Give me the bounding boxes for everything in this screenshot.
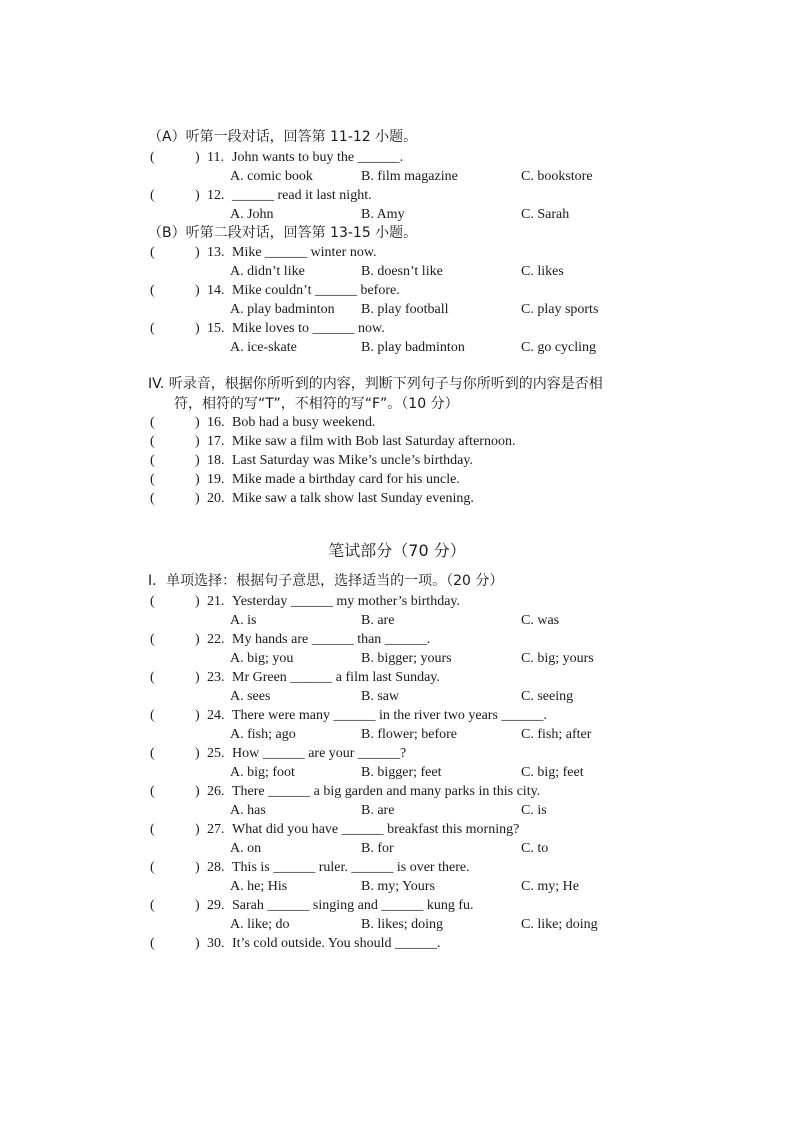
question-14: [150, 281, 670, 300]
answer-paren-close: ): [195, 632, 200, 647]
options-14: [230, 300, 650, 319]
question-12: [150, 186, 670, 205]
question-number: 18.: [207, 453, 225, 468]
question-stem: It’s cold outside. You should ______.: [232, 936, 441, 951]
question-stem: John wants to buy the ______.: [232, 150, 404, 165]
answer-paren-close: ): [195, 670, 200, 685]
answer-paren-open: (: [150, 594, 155, 609]
statement-19: [150, 470, 670, 489]
written-part-title: 笔试部分（70 分）: [328, 541, 466, 560]
question-number: 12.: [207, 188, 225, 203]
question-number: 24.: [207, 708, 225, 723]
question-stem: Mike loves to ______ now.: [232, 321, 385, 336]
answer-paren-open: (: [150, 245, 155, 260]
statement-18: [150, 451, 670, 470]
options-28: [230, 877, 650, 896]
option-b: B. film magazine: [361, 169, 458, 184]
answer-paren-open: (: [150, 283, 155, 298]
section-iv-heading-cont: 符，相符的写“T”，不相符的写“F”。（10 分）: [174, 396, 459, 412]
question-number: 23.: [207, 670, 225, 685]
question-stem: There were many ______ in the river two years ______.: [232, 708, 547, 723]
option-a: A. big; you: [230, 651, 294, 666]
answer-paren-close: ): [195, 784, 200, 799]
question-stem: What did you have ______ breakfast this morning?: [232, 822, 520, 837]
statement-17: [150, 432, 670, 451]
answer-paren-close: ): [195, 472, 200, 487]
answer-paren-open: (: [150, 860, 155, 875]
question-13: [150, 243, 670, 262]
question-number: 13.: [207, 245, 225, 260]
option-b: B. flower; before: [361, 727, 458, 742]
option-c: C. fish; after: [521, 727, 592, 742]
option-a: A. big; foot: [230, 765, 295, 780]
option-a: A. sees: [230, 689, 271, 704]
answer-paren-close: ): [195, 491, 200, 506]
options-21: [230, 611, 650, 630]
question-number: 28.: [207, 860, 225, 875]
question-stem: ______ read it last night.: [232, 188, 372, 203]
answer-paren-open: (: [150, 415, 155, 430]
answer-paren-close: ): [195, 860, 200, 875]
options-22: [230, 649, 650, 668]
question-number: 19.: [207, 472, 225, 487]
options-26: [230, 801, 650, 820]
question-30: [150, 934, 670, 953]
option-c: C. was: [521, 613, 560, 628]
option-c: C. go cycling: [521, 340, 597, 355]
answer-paren-open: (: [150, 434, 155, 449]
options-27: [230, 839, 650, 858]
option-b: B. bigger; feet: [361, 765, 442, 780]
section-i-heading: I．单项选择：根据句子意思，选择适当的一项。（20 分）: [148, 573, 504, 589]
question-11: [150, 148, 670, 167]
answer-paren-open: (: [150, 321, 155, 336]
question-number: 16.: [207, 415, 225, 430]
options-15: [230, 338, 650, 357]
option-b: B. are: [361, 613, 395, 628]
option-c: C. likes: [521, 264, 564, 279]
answer-paren-open: (: [150, 936, 155, 951]
option-a: A. is: [230, 613, 257, 628]
option-a: A. on: [230, 841, 262, 856]
question-27: [150, 820, 670, 839]
question-stem: How ______ are your ______?: [232, 746, 407, 761]
question-number: 26.: [207, 784, 225, 799]
option-c: C. seeing: [521, 689, 574, 704]
question-number: 15.: [207, 321, 225, 336]
answer-paren-open: (: [150, 708, 155, 723]
answer-paren-close: ): [195, 283, 200, 298]
options-13: [230, 262, 650, 281]
question-number: 29.: [207, 898, 225, 913]
question-21: [150, 592, 670, 611]
answer-paren-open: (: [150, 188, 155, 203]
answer-paren-close: ): [195, 898, 200, 913]
question-stem: Yesterday ______ my mother’s birthday.: [232, 594, 460, 609]
answer-paren-open: (: [150, 898, 155, 913]
answer-paren-close: ): [195, 708, 200, 723]
option-a: A. ice-skate: [230, 340, 297, 355]
part-a-heading: （A）听第一段对话，回答第 11-12 小题。: [148, 129, 418, 145]
option-c: C. to: [521, 841, 549, 856]
option-a: A. like; do: [230, 917, 290, 932]
answer-paren-close: ): [195, 453, 200, 468]
option-a: A. John: [230, 207, 274, 222]
answer-paren-open: (: [150, 746, 155, 761]
option-b: B. bigger; yours: [361, 651, 452, 666]
question-number: 25.: [207, 746, 225, 761]
answer-paren-close: ): [195, 415, 200, 430]
answer-paren-open: (: [150, 784, 155, 799]
statement-20: [150, 489, 670, 508]
option-c: C. play sports: [521, 302, 599, 317]
answer-paren-close: ): [195, 321, 200, 336]
question-number: 14.: [207, 283, 225, 298]
option-b: B. for: [361, 841, 394, 856]
option-c: C. is: [521, 803, 547, 818]
question-number: 22.: [207, 632, 225, 647]
options-24: [230, 725, 650, 744]
question-stem: Mike saw a film with Bob last Saturday afternoon.: [232, 434, 516, 449]
question-stem: Mike couldn’t ______ before.: [232, 283, 400, 298]
option-a: A. didn’t like: [230, 264, 305, 279]
option-b: B. doesn’t like: [361, 264, 443, 279]
question-24: [150, 706, 670, 725]
question-stem: Mike saw a talk show last Sunday evening.: [232, 491, 474, 506]
option-b: B. saw: [361, 689, 400, 704]
options-12: [230, 205, 650, 224]
question-23: [150, 668, 670, 687]
question-26: [150, 782, 670, 801]
answer-paren-open: (: [150, 472, 155, 487]
options-29: [230, 915, 650, 934]
option-b: B. are: [361, 803, 395, 818]
option-b: B. play badminton: [361, 340, 465, 355]
question-number: 27.: [207, 822, 225, 837]
option-c: C. Sarah: [521, 207, 570, 222]
answer-paren-close: ): [195, 936, 200, 951]
answer-paren-open: (: [150, 670, 155, 685]
answer-paren-close: ): [195, 746, 200, 761]
option-b: B. play football: [361, 302, 449, 317]
question-number: 20.: [207, 491, 225, 506]
option-a: A. has: [230, 803, 266, 818]
question-stem: My hands are ______ than ______.: [232, 632, 431, 647]
statement-16: [150, 413, 670, 432]
answer-paren-close: ): [195, 245, 200, 260]
answer-paren-close: ): [195, 822, 200, 837]
answer-paren-close: ): [195, 434, 200, 449]
question-stem: Last Saturday was Mike’s uncle’s birthday.: [232, 453, 473, 468]
question-stem: Bob had a busy weekend.: [232, 415, 376, 430]
question-15: [150, 319, 670, 338]
question-stem: Mike made a birthday card for his uncle.: [232, 472, 460, 487]
question-number: 11.: [207, 150, 224, 165]
question-number: 30.: [207, 936, 225, 951]
answer-paren-open: (: [150, 150, 155, 165]
answer-paren-close: ): [195, 594, 200, 609]
question-number: 17.: [207, 434, 225, 449]
question-29: [150, 896, 670, 915]
option-a: A. play badminton: [230, 302, 335, 317]
question-25: [150, 744, 670, 763]
option-a: A. he; His: [230, 879, 288, 894]
option-c: C. bookstore: [521, 169, 593, 184]
answer-paren-open: (: [150, 491, 155, 506]
section-iv-heading: IV. 听录音，根据你所听到的内容，判断下列句子与你所听到的内容是否相: [148, 376, 603, 392]
option-b: B. my; Yours: [361, 879, 435, 894]
part-b-heading: （B）听第二段对话，回答第 13-15 小题。: [148, 225, 418, 241]
options-25: [230, 763, 650, 782]
question-22: [150, 630, 670, 649]
options-11: [230, 167, 650, 186]
answer-paren-open: (: [150, 632, 155, 647]
options-23: [230, 687, 650, 706]
option-a: A. comic book: [230, 169, 313, 184]
question-stem: Mr Green ______ a film last Sunday.: [232, 670, 440, 685]
option-b: B. Amy: [361, 207, 405, 222]
answer-paren-open: (: [150, 453, 155, 468]
question-stem: Sarah ______ singing and ______ kung fu.: [232, 898, 474, 913]
option-c: C. my; He: [521, 879, 579, 894]
question-stem: This is ______ ruler. ______ is over there.: [232, 860, 470, 875]
option-b: B. likes; doing: [361, 917, 444, 932]
answer-paren-close: ): [195, 188, 200, 203]
option-c: C. big; feet: [521, 765, 584, 780]
option-a: A. fish; ago: [230, 727, 296, 742]
answer-paren-open: (: [150, 822, 155, 837]
option-c: C. like; doing: [521, 917, 598, 932]
question-number: 21.: [207, 594, 225, 609]
option-c: C. big; yours: [521, 651, 594, 666]
answer-paren-close: ): [195, 150, 200, 165]
question-28: [150, 858, 670, 877]
question-stem: Mike ______ winter now.: [232, 245, 377, 260]
question-stem: There ______ a big garden and many parks in this city.: [232, 784, 541, 799]
